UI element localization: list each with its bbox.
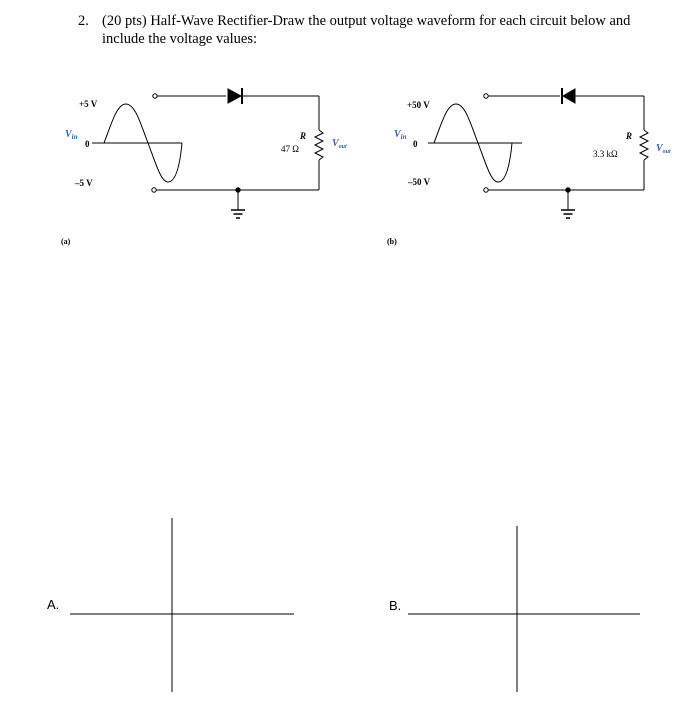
circuit-a-input-terminal-bottom [152, 188, 156, 192]
circuit-b-input-terminal-top [484, 94, 488, 98]
circuit-a-r-value: 47 Ω [281, 144, 299, 154]
circuit-a-vout-label: $V_{out}$ [332, 138, 347, 150]
circuit-b-resistor-icon [640, 130, 648, 160]
circuit-a-tag: (a) [61, 237, 71, 246]
circuit-b-vneg-label: –50 V [408, 177, 431, 187]
circuit-b-r-letter: R [626, 131, 633, 141]
answer-a-label: A. [47, 597, 60, 612]
circuit-a-resistor-icon [315, 130, 323, 160]
circuit-a-r-letter: R [300, 131, 307, 141]
circuit-a-diode-icon [228, 88, 242, 104]
circuit-b-input-terminal-bottom [484, 188, 488, 192]
circuit-b-ground-icon [561, 190, 575, 218]
answer-b-label: B. [389, 598, 402, 613]
circuit-a-input-terminal-top [153, 94, 157, 98]
circuit-a-ground-icon [231, 190, 245, 218]
circuit-b-r-value: 3.3 kΩ [593, 149, 618, 159]
circuit-a-vneg-label: –5 V [75, 178, 93, 188]
circuit-b-vpos-label: +50 V [407, 100, 430, 110]
question-number: 2. [78, 13, 89, 29]
circuit-b-labels [387, 100, 671, 246]
circuit-a-labels [61, 99, 347, 246]
circuit-b-vout-label: $V_{out}$ [656, 143, 671, 155]
circuit-b-zero-label: 0 [413, 139, 418, 149]
circuit-a-vin-label: $V_{in}$ [65, 129, 78, 141]
answer-axes-a [70, 518, 294, 692]
circuit-a-zero-label: 0 [85, 139, 90, 149]
circuit-b-vin-label: $V_{in}$ [394, 129, 407, 141]
circuit-a-vpos-label: +5 V [79, 99, 98, 109]
circuit-b-tag: (b) [387, 237, 397, 246]
question-text: (20 pts) Half-Wave Rectifier-Draw the output voltage waveform for each circuit below and include the voltage values: [102, 13, 631, 47]
circuit-b-diode-icon [562, 88, 575, 104]
answer-axes-b [408, 526, 640, 692]
